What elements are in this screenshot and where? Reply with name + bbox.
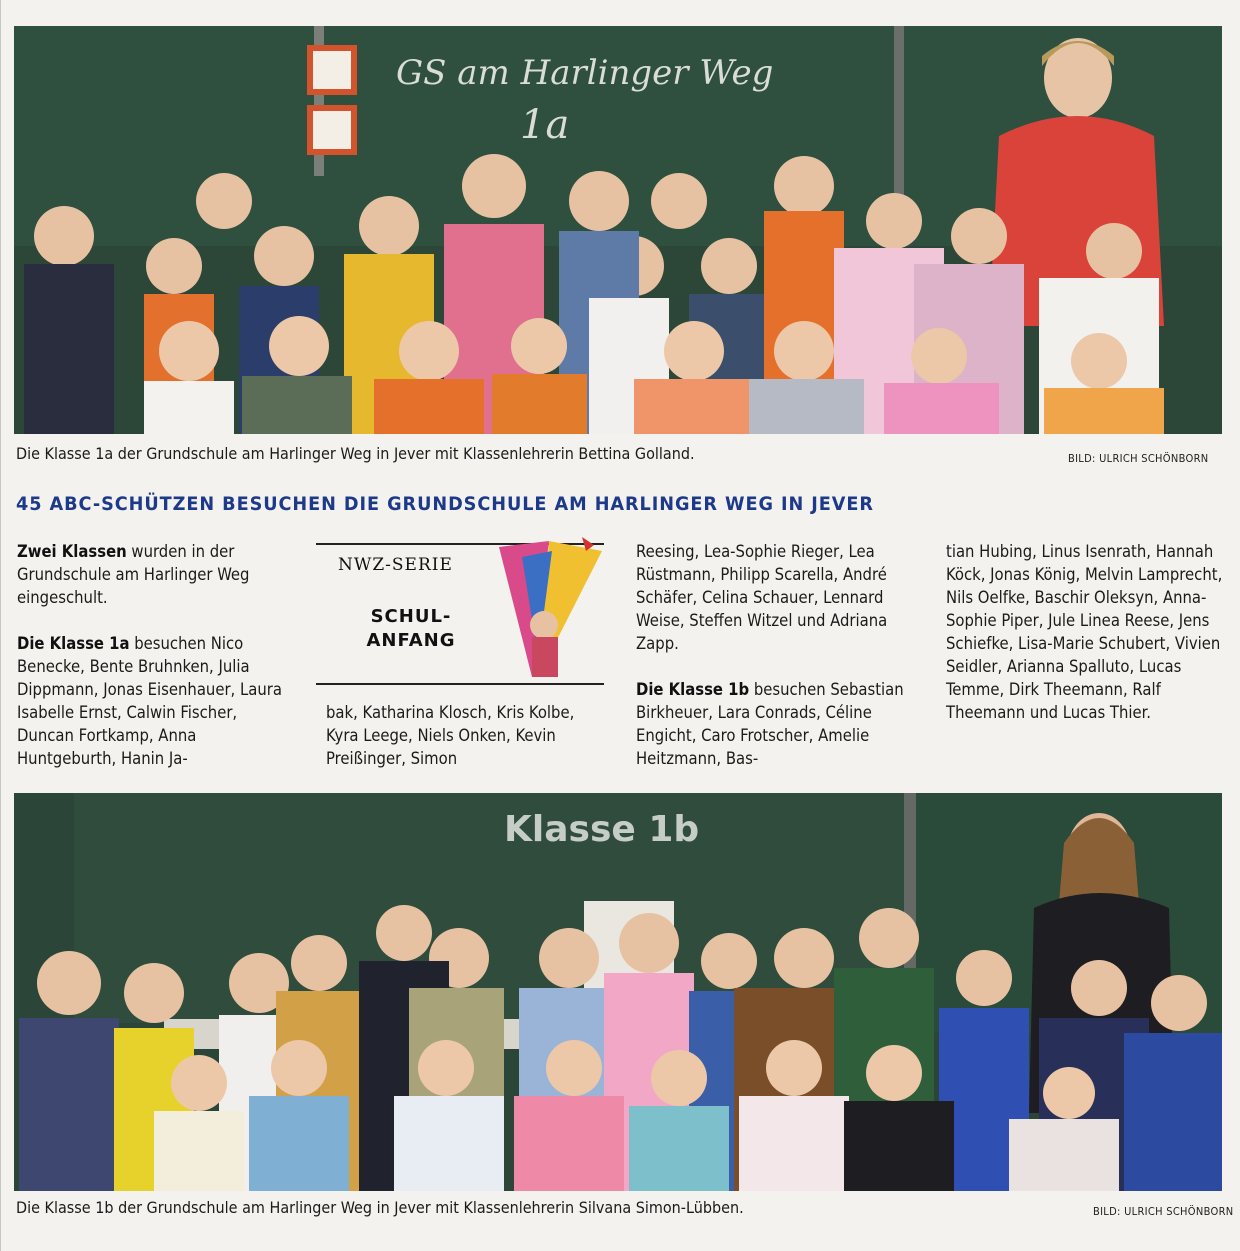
class-1b-lead: Die Klasse 1b: [636, 680, 750, 699]
series-label: NWZ-SERIE: [338, 555, 453, 575]
article-headline: 45 ABC-SCHÜTZEN BESUCHEN DIE GRUNDSCHULE AM HARLINGER WEG IN JEVER: [16, 493, 874, 515]
class-photo-1a: [14, 26, 1222, 434]
class-1a-paragraph: [17, 632, 297, 770]
class-1a-lead: Die Klasse 1a: [17, 634, 130, 653]
class-photo-1b-illustration: [14, 793, 1222, 1191]
class-1b-paragraph: [636, 678, 926, 770]
series-title-line1: SCHUL-: [370, 606, 452, 627]
intro-paragraph: [17, 540, 297, 609]
class-photo-1a-illustration: [14, 26, 1222, 434]
caption-photo-1b: Die Klasse 1b der Grundschule am Harlinger Weg in Jever mit Klassenlehrerin Silvana Simon-Lübben.: [16, 1198, 744, 1217]
board-class-1a: 1a: [520, 102, 570, 148]
caption-photo-1a: Die Klasse 1a der Grundschule am Harlinger Weg in Jever mit Klassenlehrerin Bettina Golland.: [16, 444, 695, 463]
school-cone-icon: [494, 537, 604, 685]
series-box: [316, 543, 604, 685]
class-1b-names-part1: besuchen Sebastian Birkheuer, Lara Conrads, Céline Engicht, Caro Frotscher, Amelie Heitzmann, Bas-: [636, 680, 904, 768]
intro-lead: Zwei Klassen: [17, 542, 127, 561]
article-column-1: [17, 540, 297, 770]
class-1a-names-part1: besuchen Nico Benecke, Bente Bruhnken, Julia Dippmann, Jonas Eisenhauer, Laura Isabelle Ernst, Calwin Fischer, Duncan Fortkamp, Anna Huntgeburth, Hanin Ja-: [17, 634, 282, 768]
class-1b-names-part2: tian Hubing, Linus Isenrath, Hannah Köck, Jonas König, Melvin Lamprecht, Nils Oelfke, Baschir Oleksyn, Anna-Sophie Piper, Jule Linea Reese, Jens Schiefke, Lisa-Marie Schubert, Vivien Seidler, Arianna Spalluto, Lucas Temme, Dirk Theemann, Ralf Theemann und Lucas Thier.: [946, 542, 1223, 722]
series-title-line2: ANFANG: [366, 630, 456, 651]
article-column-4: [946, 540, 1226, 724]
class-1a-names-part3: Reesing, Lea-Sophie Rieger, Lea Rüstmann, Philipp Scarella, André Schäfer, Celina Schauer, Lennard Weise, Steffen Witzel und Adriana Zapp.: [636, 542, 888, 653]
class-1a-names-part2: bak, Katharina Klosch, Kris Kolbe, Kyra Leege, Niels Onken, Kevin Preißinger, Simon: [326, 703, 575, 768]
credit-photo-1b: BILD: ULRICH SCHÖNBORN: [1093, 1205, 1234, 1218]
board-title-1a: GS am Harlinger Weg: [396, 53, 774, 93]
class-photo-1b: [14, 793, 1222, 1191]
board-title-1b: Klasse 1b: [504, 809, 700, 850]
credit-photo-1a: BILD: ULRICH SCHÖNBORN: [1068, 452, 1209, 465]
intro-text: wurden in der Grundschule am Harlinger Weg eingeschult.: [17, 542, 250, 607]
article-column-2: [326, 701, 606, 770]
article-column-3: [636, 540, 926, 770]
series-title: [356, 605, 466, 653]
